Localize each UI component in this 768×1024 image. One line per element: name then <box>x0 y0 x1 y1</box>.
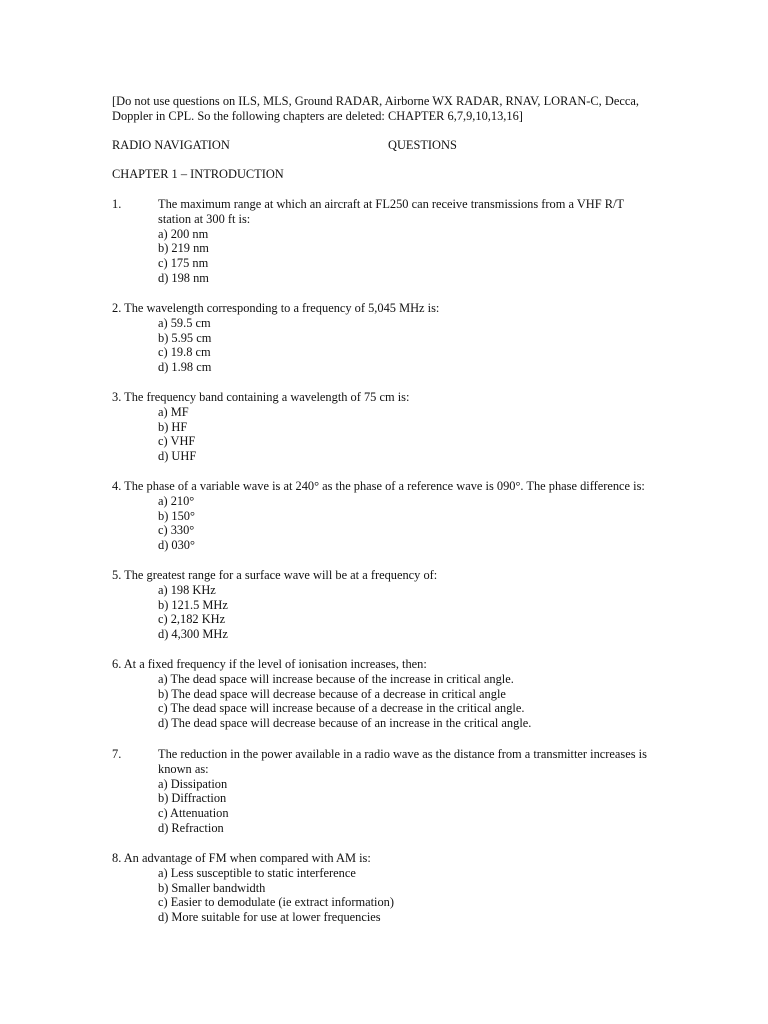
option-c: c) 2,182 KHz <box>158 612 226 627</box>
question-2 <box>112 301 672 375</box>
option-d: d) 030° <box>158 538 195 553</box>
option-a: a) MF <box>158 404 189 419</box>
question-6 <box>112 657 672 731</box>
deletion-note: [Do not use questions on ILS, MLS, Ground RADAR, Airborne WX RADAR, RNAV, LORAN-C, Decca, Doppler in CPL. So the following chapters are deleted: CHAPTER 6,7,9,10,13,16] <box>112 94 639 123</box>
question-stem: 2. The wavelength corresponding to a frequency of 5,045 MHz is: <box>112 301 440 315</box>
option-b: b) HF <box>158 419 188 434</box>
option-d: d) 198 nm <box>158 270 209 285</box>
option-c: c) The dead space will increase because of a decrease in the critical angle. <box>158 701 525 716</box>
question-stem: 6. At a fixed frequency if the level of ionisation increases, then: <box>112 657 427 671</box>
heading-questions: QUESTIONS <box>388 138 457 152</box>
question-5 <box>112 568 672 642</box>
option-b: b) 219 nm <box>158 241 209 256</box>
option-b: b) Smaller bandwidth <box>158 880 266 895</box>
option-b: b) 121.5 MHz <box>158 597 228 612</box>
option-d: d) The dead space will decrease because of an increase in the critical angle. <box>158 716 532 731</box>
question-stem: The reduction in the power available in a radio wave as the distance from a transmitter increases is known as: <box>158 747 647 776</box>
option-a: a) 198 KHz <box>158 582 216 597</box>
question-4 <box>112 479 672 553</box>
option-a: a) 59.5 cm <box>158 315 211 330</box>
question-number: 7. <box>112 747 122 761</box>
option-c: c) 19.8 cm <box>158 345 211 360</box>
option-d: d) 1.98 cm <box>158 360 212 375</box>
question-stem: 5. The greatest range for a surface wave will be at a frequency of: <box>112 568 438 582</box>
question-3 <box>112 390 672 464</box>
question-stem: 8. An advantage of FM when compared with AM is: <box>112 851 371 865</box>
option-b: b) The dead space will decrease because of a decrease in critical angle <box>158 686 506 701</box>
option-c: c) 175 nm <box>158 256 209 271</box>
option-a: a) 200 nm <box>158 226 209 241</box>
option-d: d) Refraction <box>158 820 224 835</box>
option-a: a) Dissipation <box>158 776 228 791</box>
option-d: d) UHF <box>158 449 197 464</box>
option-d: d) More suitable for use at lower frequencies <box>158 910 381 925</box>
option-c: c) Easier to demodulate (ie extract information) <box>158 895 395 910</box>
question-stem: The maximum range at which an aircraft at FL250 can receive transmissions from a VHF R/T station at 300 ft is: <box>158 197 624 226</box>
option-c: c) 330° <box>158 523 195 538</box>
option-c: c) VHF <box>158 434 196 449</box>
option-a: a) 210° <box>158 493 195 508</box>
option-c: c) Attenuation <box>158 806 229 821</box>
option-a: a) The dead space will increase because of the increase in critical angle. <box>158 671 514 686</box>
option-b: b) Diffraction <box>158 791 227 806</box>
option-a: a) Less susceptible to static interference <box>158 865 356 880</box>
chapter-title: CHAPTER 1 – INTRODUCTION <box>112 167 284 181</box>
option-b: b) 150° <box>158 508 195 523</box>
question-stem: 3. The frequency band containing a wavelength of 75 cm is: <box>112 390 410 404</box>
question-stem: 4. The phase of a variable wave is at 240° as the phase of a reference wave is 090°. The phase difference is: <box>112 479 645 493</box>
heading-radio-navigation: RADIO NAVIGATION <box>112 138 230 152</box>
question-number: 1. <box>112 197 122 211</box>
option-d: d) 4,300 MHz <box>158 627 228 642</box>
option-b: b) 5.95 cm <box>158 330 212 345</box>
question-8 <box>112 851 672 925</box>
